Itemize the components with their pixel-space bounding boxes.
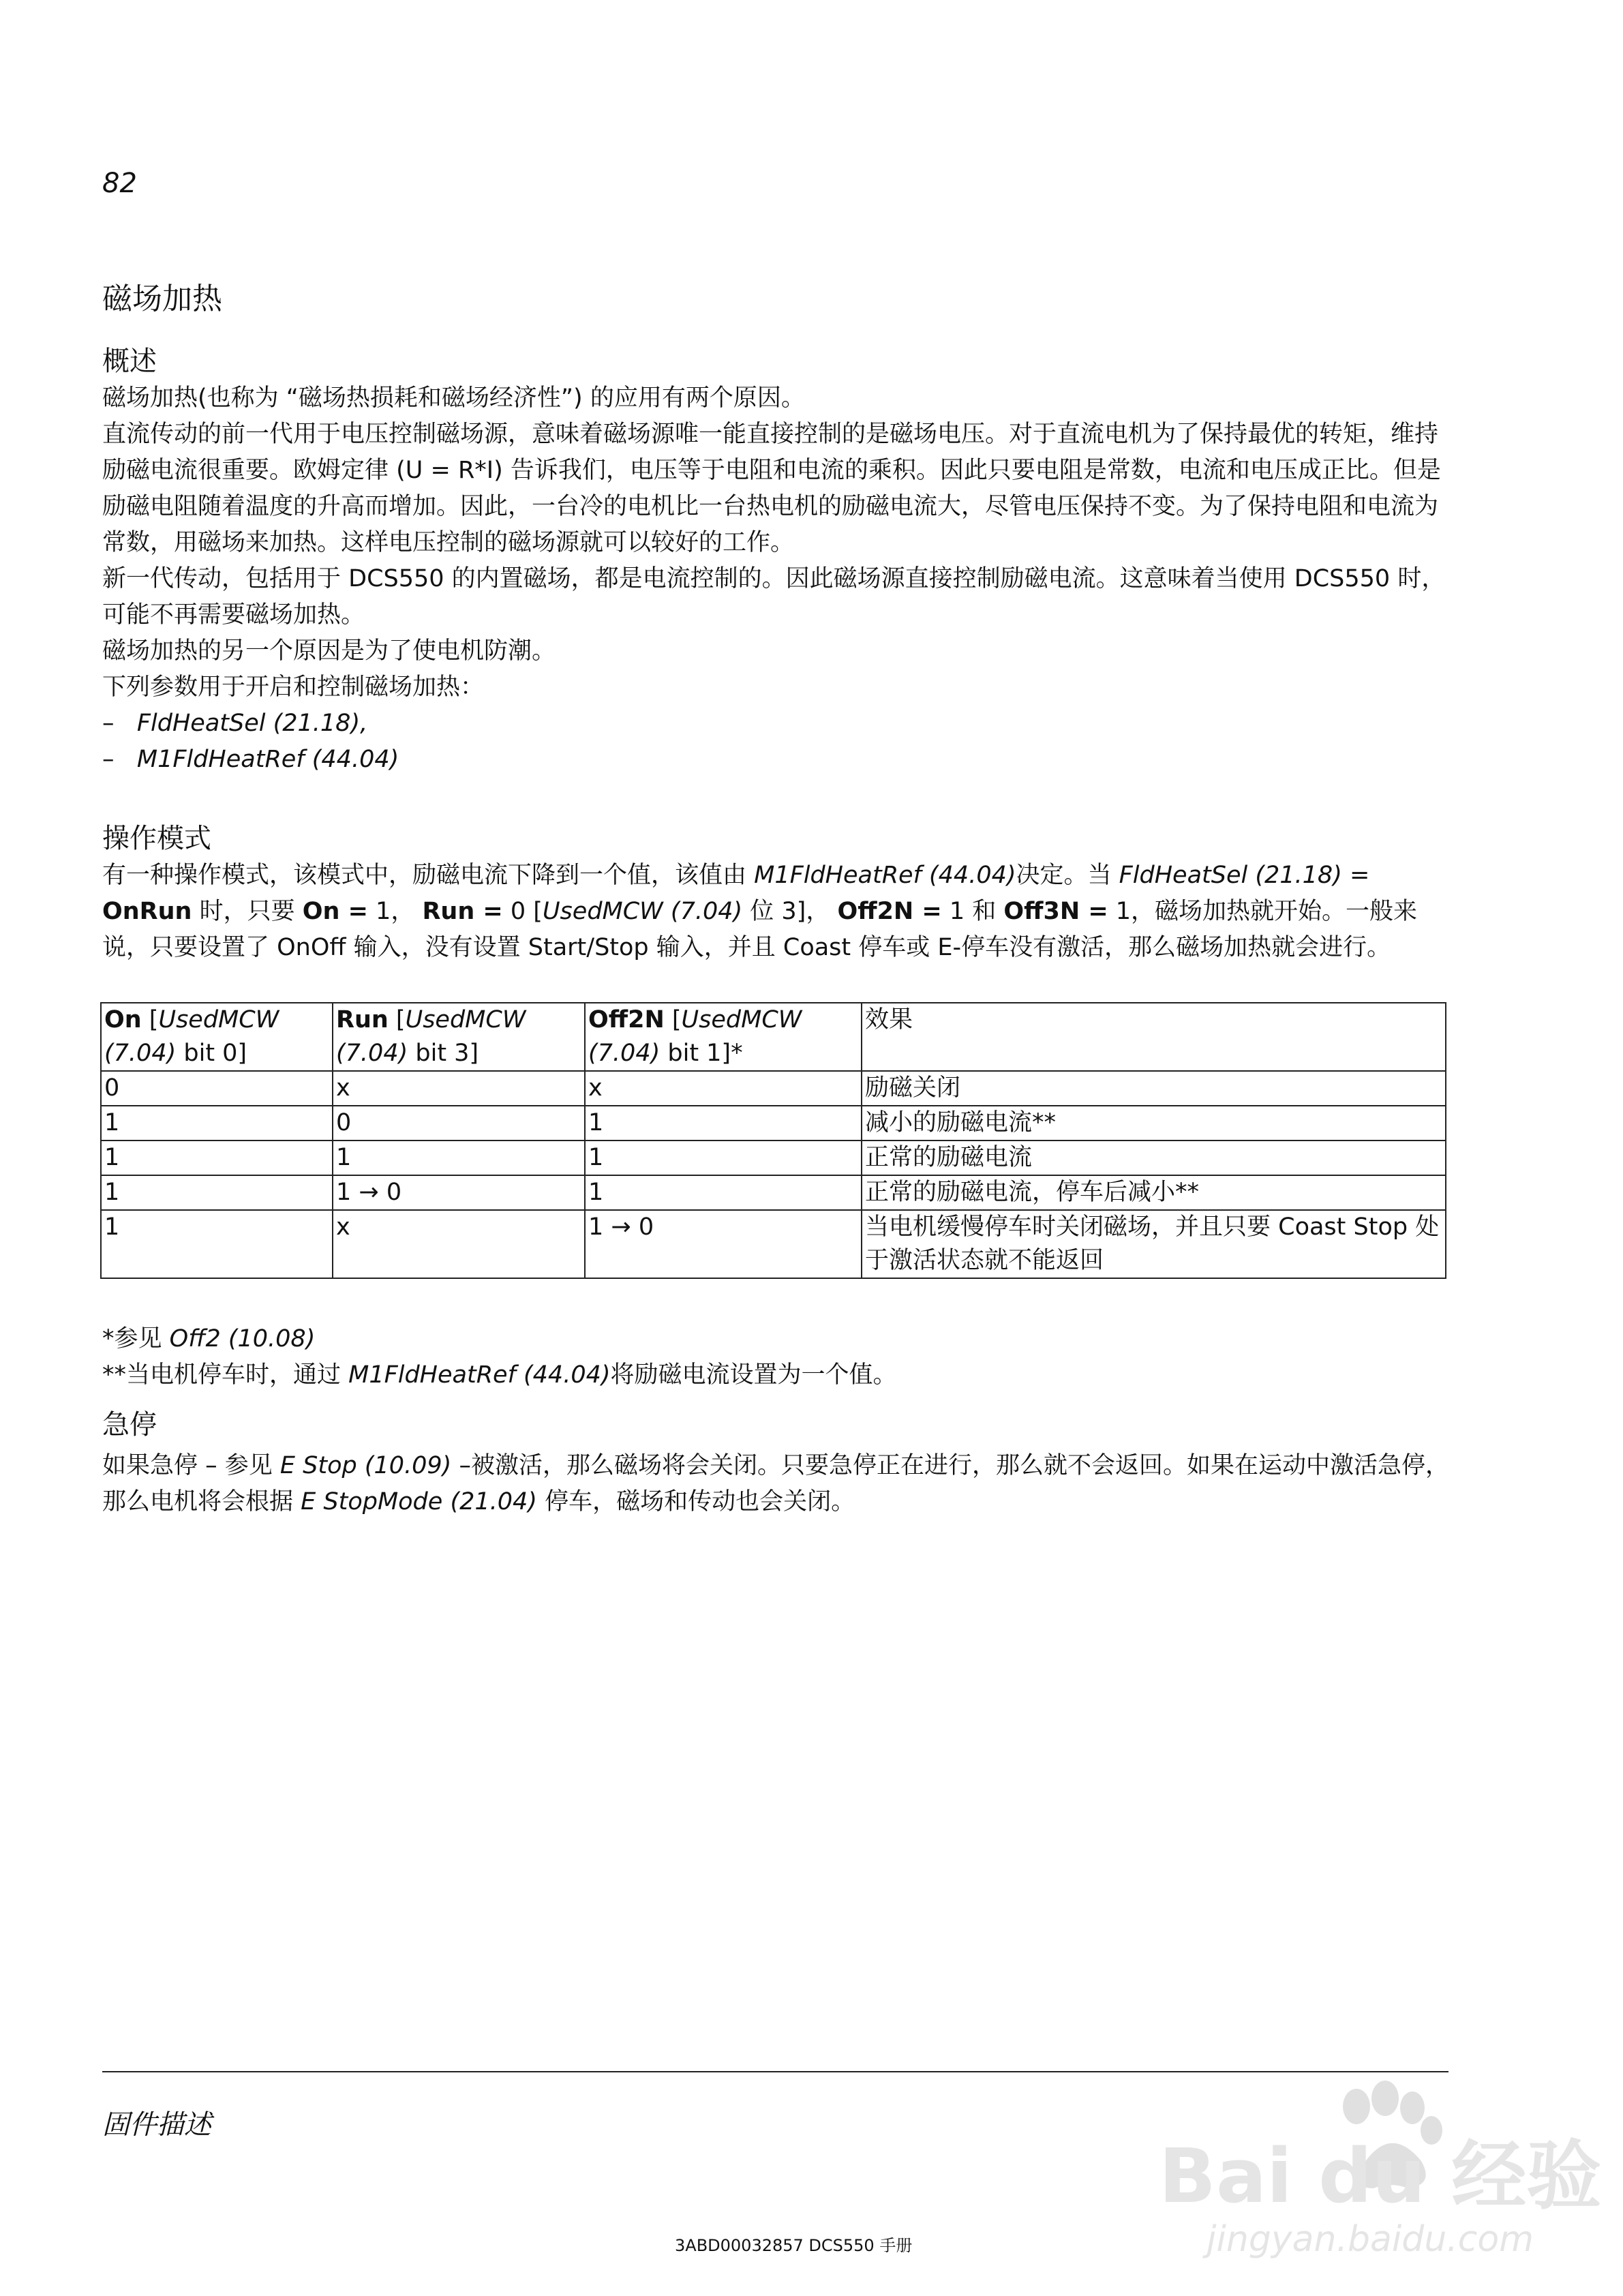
- estop-paragraph: 如果急停 – 参见 E Stop (10.09) –被激活，那么磁场将会关闭。只要急停正在进行，那么就不会返回。如果在运动中激活急停，那么电机将会根据 E StopMode (21.04) 停车，磁场和传动也会关闭。: [102, 1452, 1449, 1515]
- mode-heading: 操作模式: [102, 823, 211, 854]
- header-cell: Off2N [UsedMCW (7.04) bit 1]*: [585, 1003, 862, 1071]
- page-title: 磁场加热: [102, 282, 222, 316]
- overview-paragraph: 直流传动的前一代用于电压控制磁场源，意味着磁场源唯一能直接控制的是磁场电压。对于直流电机为了保持最优的转矩，维持励磁电流很重要。欧姆定律 (U = R*I) 告诉我们，电压等于电阻和电流的乘积。因此只要电阻是常数，电流和电压成正比。但是励磁电阻随着温度的升高而增加。因此，一台冷的电机比一台热电机的励磁电流大，尽管电压保持不变。为了保持电阻和电流为常数，用磁场来加热。这样电压控制的磁场源就可以较好的工作。: [102, 421, 1441, 556]
- bullet-item: [102, 706, 1455, 742]
- table-row: [101, 1141, 1446, 1175]
- header-cell: 效果: [862, 1003, 1446, 1071]
- overview-paragraph: 下列参数用于开启和控制磁场加热：: [102, 674, 485, 701]
- table-cell: 0: [101, 1071, 333, 1106]
- footer-section-title: 固件描述: [102, 2109, 211, 2141]
- dash-marker: –: [102, 710, 115, 737]
- table-cell: 0: [333, 1106, 585, 1141]
- field-heat-table: [100, 1002, 1446, 1279]
- table-cell: 1: [101, 1175, 333, 1210]
- table-row: [101, 1071, 1446, 1106]
- table-cell: 当电机缓慢停车时关闭磁场，并且只要 Coast Stop 处于激活状态就不能返回: [862, 1210, 1446, 1278]
- paw-logo-icon: [1132, 2059, 1602, 2263]
- overview-paragraph: 磁场加热的另一个原因是为了使电机防潮。: [102, 637, 556, 665]
- table-cell: 减小的励磁电流**: [862, 1106, 1446, 1141]
- footer-doc-id: 3ABD00032857 DCS550 手册: [675, 2236, 913, 2255]
- table-cell: 1: [585, 1106, 862, 1141]
- table-cell: 1: [101, 1106, 333, 1141]
- param-link: M1FldHeatRef (44.04): [136, 746, 399, 773]
- table-cell: 1: [333, 1141, 585, 1175]
- footnote: **当电机停车时，通过 M1FldHeatRef (44.04)将励磁电流设置为一个值。: [102, 1361, 897, 1389]
- table-cell: 1 → 0: [333, 1175, 585, 1210]
- table-footnotes: [102, 1321, 1455, 1393]
- dash-marker: –: [102, 746, 115, 773]
- overview-heading: 概述: [102, 346, 157, 377]
- param-link: FldHeatSel (21.18),: [136, 710, 368, 737]
- table-cell: 励磁关闭: [862, 1071, 1446, 1106]
- table-cell: x: [333, 1210, 585, 1278]
- table-row: [101, 1210, 1446, 1278]
- table-row: [101, 1175, 1446, 1210]
- table-cell: 1 → 0: [585, 1210, 862, 1278]
- table-row: [101, 1106, 1446, 1141]
- table-header-row: [101, 1003, 1446, 1071]
- table-cell: 正常的励磁电流: [862, 1141, 1446, 1175]
- overview-body: [102, 380, 1455, 778]
- bullet-item: [102, 742, 1455, 778]
- watermark-brand: Bai du 经验: [1159, 2132, 1602, 2220]
- footnote: *参见 Off2 (10.08): [102, 1325, 316, 1353]
- overview-paragraph: 新一代传动，包括用于 DCS550 的内置磁场，都是电流控制的。因此磁场源直接控制励磁电流。这意味着当使用 DCS550 时，可能不再需要磁场加热。: [102, 565, 1446, 629]
- table-cell: 1: [585, 1175, 862, 1210]
- table-cell: 1: [101, 1210, 333, 1278]
- table-cell: x: [585, 1071, 862, 1106]
- header-cell: Run [UsedMCW (7.04) bit 3]: [333, 1003, 585, 1071]
- baidu-watermark: [1132, 2059, 1602, 2263]
- page-number: 82: [102, 168, 137, 199]
- table-cell: 正常的励磁电流，停车后减小**: [862, 1175, 1446, 1210]
- overview-paragraph: 磁场加热(也称为 “磁场热损耗和磁场经济性”) 的应用有两个原因。: [102, 384, 805, 412]
- estop-heading: 急停: [102, 1409, 157, 1440]
- table-cell: x: [333, 1071, 585, 1106]
- table-cell: 1: [585, 1141, 862, 1175]
- mode-paragraph: 有一种操作模式，该模式中，励磁电流下降到一个值，该值由 M1FldHeatRef (44.04)决定。当 FldHeatSel (21.18) = OnRun 时，只要 On = 1， Run = 0 [UsedMCW (7.04) 位 3]， Off2N = 1 和 Off3N = 1，磁场加热就开始。一般来说，只要设置了 OnOff 输入，没有设置 Start/Stop 输入，并且 Coast 停车或 E-停车没有激活，那么磁场加热就会进行。: [102, 862, 1418, 961]
- header-cell: On [UsedMCW (7.04) bit 0]: [101, 1003, 333, 1071]
- table-cell: 1: [101, 1141, 333, 1175]
- watermark-url: jingyan.baidu.com: [1207, 2219, 1534, 2260]
